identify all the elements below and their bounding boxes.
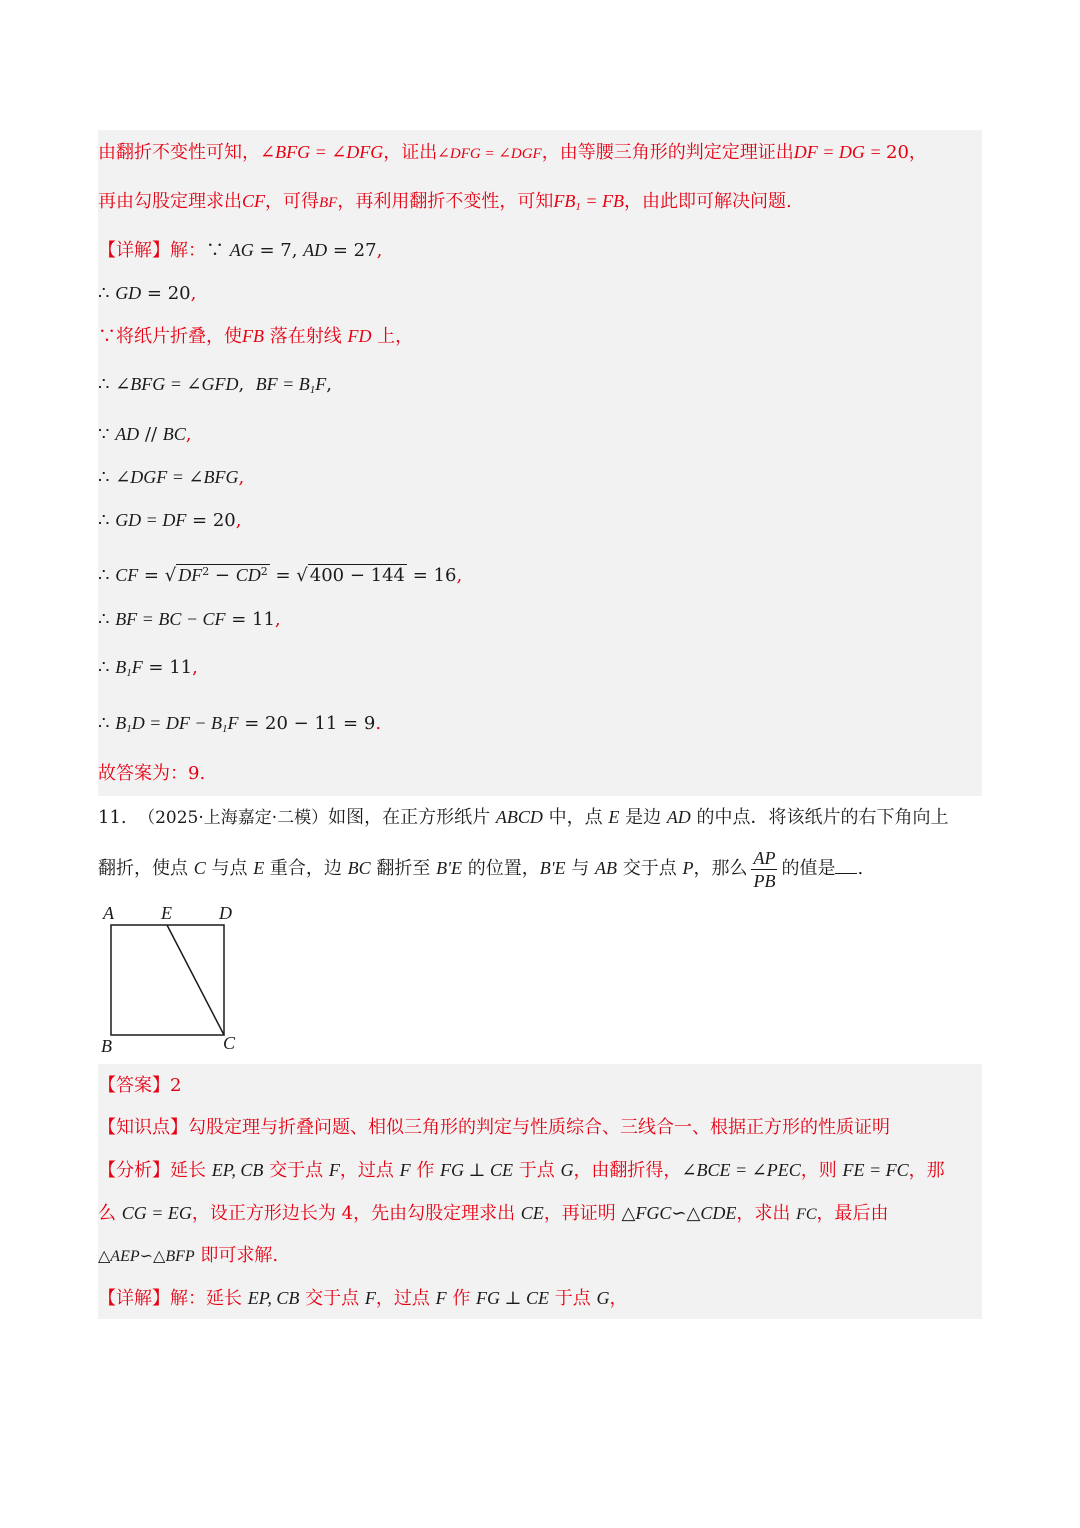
label-b: B (101, 1036, 112, 1056)
answer-line (98, 1072, 982, 1100)
answer-label: 【答案】 (98, 1075, 170, 1096)
detail-heading-10: 【详解】解：∵ AG = 7, AD = 27, (98, 240, 383, 261)
analysis-11-line-2: 么 CG = EG，设正方形边长为 4，先由勾股定理求出 CE，再证明 △FGC∽△CDE，求出 FC，最后由 (98, 1203, 889, 1224)
analysis-11-line-1: 【分析】延长 EP, CB 交于点 F，过点 F 作 FG ⊥ CE 于点 G，由翻折得，∠BCE = ∠PEC，则 FE = FC，那 (98, 1160, 945, 1181)
solution-block-11 (98, 1064, 982, 1319)
detail-label: 【详解】 (98, 240, 170, 261)
step-6: ∴ ∠DGF = ∠BFG, (98, 467, 245, 488)
step-4: ∴ ∠BFG = ∠GFD, BF = $B_1F$, (98, 374, 333, 396)
detail-11-line: 【详解】解：延长 EP, CB 交于点 F，过点 F 作 FG ⊥ CE 于点 G， (98, 1288, 628, 1309)
segment-ec (167, 925, 224, 1035)
square-abcd (111, 925, 224, 1035)
conclusion-10: 故答案为：9. (98, 763, 206, 784)
fraction-ap-pb: $\frac{AP}{PB}$ (753, 847, 776, 891)
question-11-line-1: 11. （2025·上海嘉定·二模）如图，在正方形纸片 ABCD 中，点 E 是边 AD 的中点．将该纸片的右下角向上 (98, 807, 949, 828)
step-2: ∴ GD = 20, (98, 283, 197, 304)
knowledge-text: 勾股定理与折叠问题、相似三角形的判定与性质综合、三线合一、根据正方形的性质证明 (188, 1117, 890, 1138)
step-7: ∴ GD = DF = 20, (98, 510, 242, 531)
question-number: 11. (98, 807, 127, 828)
square-figure (98, 900, 248, 1060)
label-e: E (161, 903, 172, 923)
knowledge-line (98, 1114, 982, 1142)
answer-value: 2 (170, 1075, 182, 1096)
question-11-line-2: 翻折，使点 C 与点 E 重合，边 BC 翻折至 B'E 的位置，B'E 与 AB 交于点 P，那么 $\frac{AP}{PB}$ 的值是 . (98, 847, 864, 891)
analysis-11-line-3: △AEP∽△BFP 即可求解. (98, 1245, 279, 1266)
step-5: ∵ AD // BC, (98, 424, 192, 445)
label-a: A (103, 903, 114, 923)
answer-blank (835, 855, 857, 874)
label-d: D (219, 903, 232, 923)
analysis-line-2: 再由勾股定理求出CF，可得BF，再利用翻折不变性，可知$FB_1$ = FB，由此即可解决问题. (98, 191, 792, 213)
step-11: ∴ $B_1D$ = DF − $B_1F = 20 - 11 = 9$. (98, 713, 382, 735)
step-8: ∴ CF = √ $DF^2 - CD^2$ = √ 400 − 144 = 16, (98, 565, 463, 586)
step-10: ∴ $B_1F = 11$, (98, 657, 198, 679)
step-9: ∴ BF = BC − CF = 11, (98, 609, 281, 630)
analysis-line-1: 由翻折不变性可知，∠BFG = ∠DFG，证出∠DFG = ∠DGF，由等腰三角形的判定定理证出DF = DG = 20， (98, 142, 927, 163)
step-3: ∵将纸片折叠，使FB 落在射线 FD 上， (98, 326, 414, 347)
label-c: C (223, 1033, 236, 1053)
knowledge-label: 【知识点】 (98, 1117, 188, 1138)
question-source: （2025·上海嘉定·二模） (138, 808, 329, 828)
